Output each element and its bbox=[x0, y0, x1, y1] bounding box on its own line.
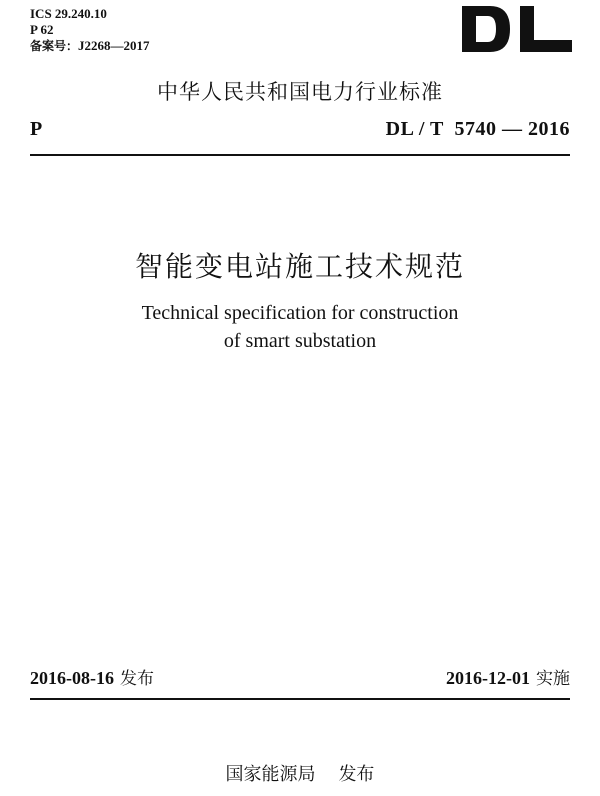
ics-code: ICS 29.240.10 bbox=[30, 6, 107, 21]
bottom-divider bbox=[30, 698, 570, 700]
implementation-date-suffix: 实施 bbox=[536, 669, 570, 689]
document-title-en-line1: Technical specification for construction bbox=[141, 302, 459, 324]
issue-date bbox=[30, 664, 154, 689]
issuer bbox=[0, 760, 600, 786]
issue-date-value: 2016-08-16 bbox=[30, 668, 114, 688]
issuer-suffix: 发布 bbox=[338, 764, 375, 785]
standard-category-title: 中华人民共和国电力行业标准 bbox=[157, 80, 443, 104]
implementation-date-value: 2016-12-01 bbox=[446, 668, 530, 688]
dl-logo bbox=[462, 6, 572, 52]
issue-date-suffix: 发布 bbox=[120, 669, 154, 689]
document-title-en-line2: of smart substation bbox=[223, 330, 377, 352]
classification-code: P bbox=[30, 118, 43, 140]
document-title-cn: 智能变电站施工技术规范 bbox=[134, 250, 465, 283]
record-number bbox=[30, 38, 150, 54]
issuer-name: 国家能源局 bbox=[225, 764, 316, 785]
top-divider bbox=[30, 154, 570, 156]
standard-number: DL / T 5740 — 2016 bbox=[385, 118, 570, 140]
record-value: J2268—2017 bbox=[78, 38, 150, 53]
p-code: P 62 bbox=[30, 22, 54, 37]
record-label: 备案号： bbox=[30, 39, 79, 53]
implementation-date bbox=[446, 664, 570, 689]
